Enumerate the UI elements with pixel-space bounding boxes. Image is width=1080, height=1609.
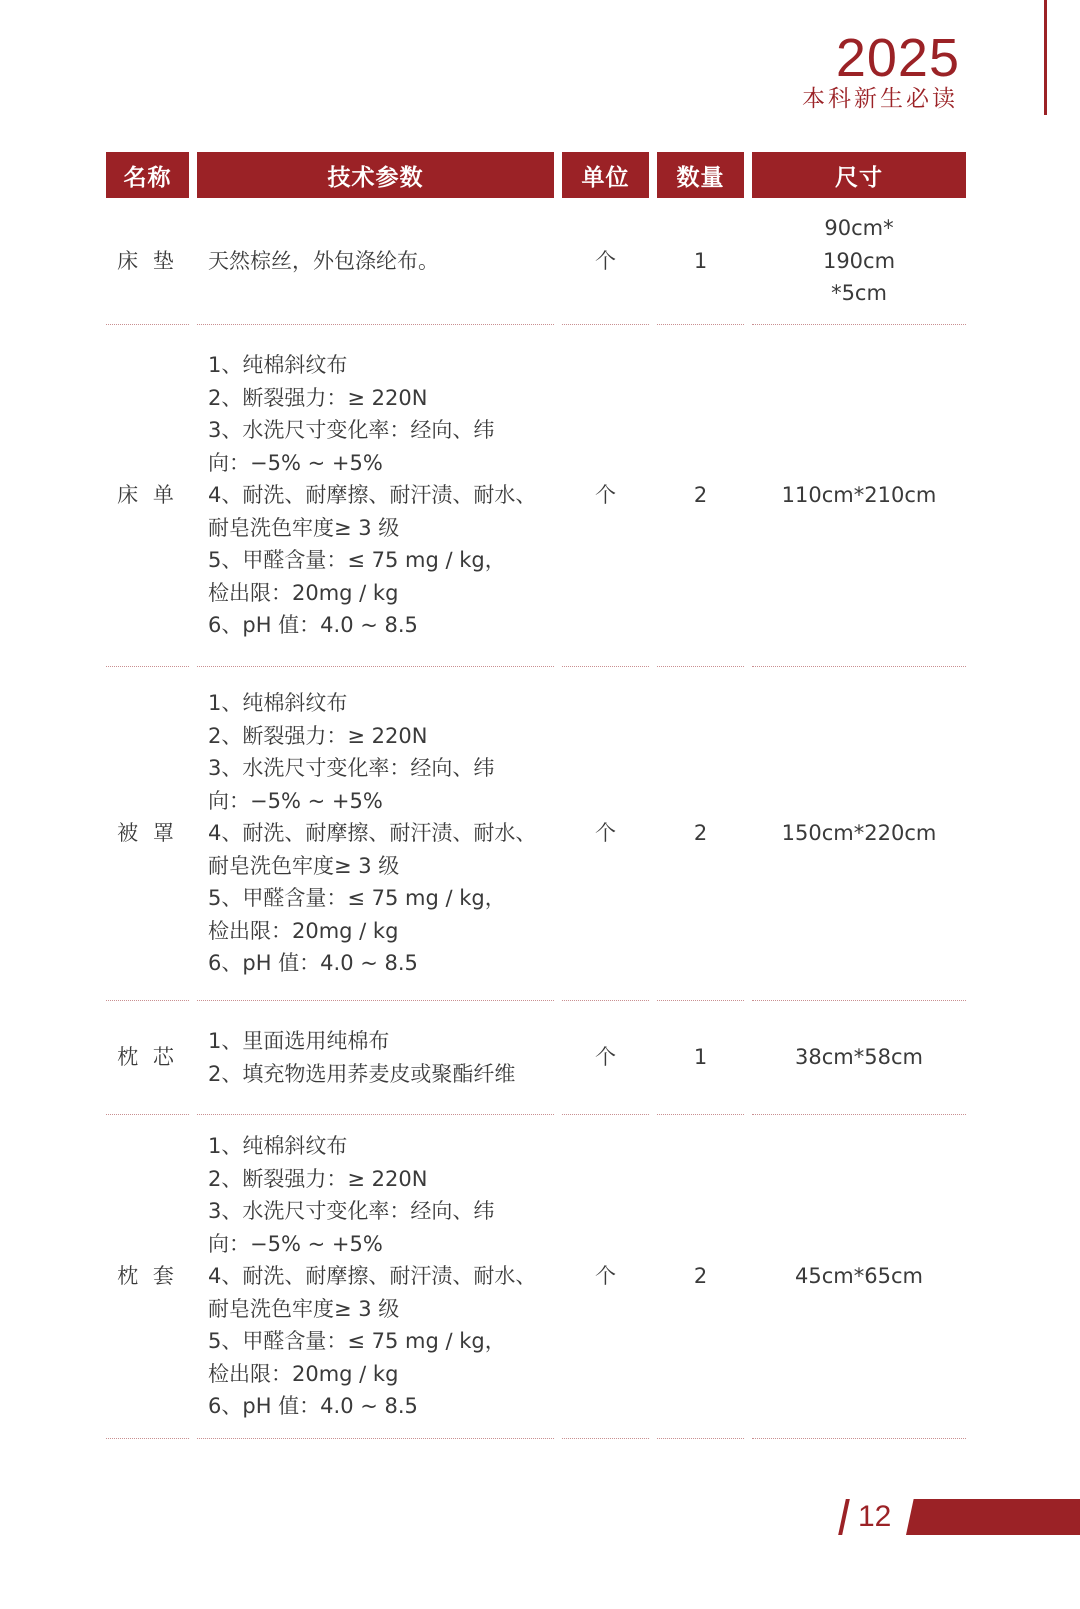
param-line: 1、纯棉斜纹布 — [208, 353, 348, 378]
page-number: 12 — [858, 1500, 892, 1533]
header-accent-bar — [1044, 0, 1047, 115]
size-line: 45cm*65cm — [795, 1264, 923, 1289]
param-line: 3、水洗尺寸变化率：经向、纬 — [208, 1199, 495, 1224]
column-header-unit: 单位 — [562, 152, 649, 198]
item-qty: 1 — [657, 198, 744, 325]
param-line: 6、pH 值：4.0 ~ 8.5 — [208, 951, 418, 976]
size-line: 190cm — [822, 248, 896, 273]
item-unit: 个 — [562, 198, 649, 325]
footer-slash-mark — [838, 1499, 850, 1535]
item-name: 被 罩 — [106, 667, 189, 1001]
item-name: 枕 套 — [106, 1115, 189, 1439]
param-line: 向：−5% ~ +5% — [208, 450, 383, 475]
column-header-qty: 数量 — [657, 152, 744, 198]
item-qty: 2 — [657, 1115, 744, 1439]
item-name: 枕 芯 — [106, 1001, 189, 1115]
param-line: 检出限：20mg ∕ kg — [208, 1361, 399, 1386]
item-size — [752, 1001, 966, 1115]
item-unit: 个 — [562, 667, 649, 1001]
size-line: *5cm — [831, 281, 887, 306]
table-row — [106, 198, 966, 325]
item-name: 床 垫 — [106, 198, 189, 325]
param-line: 2、断裂强力：≥ 220N — [208, 1166, 428, 1191]
column-header-params: 技术参数 — [197, 152, 554, 198]
param-line: 1、纯棉斜纹布 — [208, 691, 348, 716]
item-size — [752, 1115, 966, 1439]
param-line: 1、纯棉斜纹布 — [208, 1134, 348, 1159]
item-unit: 个 — [562, 325, 649, 667]
param-line: 4、耐洗、耐摩擦、耐汗渍、耐水、 — [208, 1264, 537, 1289]
param-line: 天然棕丝，外包涤纶布。 — [208, 248, 439, 273]
table-row — [106, 667, 966, 1001]
param-line: 4、耐洗、耐摩擦、耐汗渍、耐水、 — [208, 821, 537, 846]
param-line: 5、甲醛含量：≤ 75 mg ∕ kg， — [208, 1329, 506, 1354]
bedding-spec-table — [106, 152, 966, 1439]
param-line: 3、水洗尺寸变化率：经向、纬 — [208, 756, 495, 781]
size-line: 110cm*210cm — [781, 483, 937, 508]
footer-accent-bar — [906, 1499, 1080, 1535]
column-header-name: 名称 — [106, 152, 189, 198]
param-line: 耐皂洗色牢度≥ 3 级 — [208, 1296, 400, 1321]
param-line: 耐皂洗色牢度≥ 3 级 — [208, 853, 400, 878]
item-params — [197, 667, 554, 1001]
table-row — [106, 1001, 966, 1115]
size-line: 38cm*58cm — [795, 1045, 923, 1070]
param-line: 1、里面选用纯棉布 — [208, 1029, 390, 1053]
size-line: 90cm* — [824, 216, 894, 241]
item-size — [752, 198, 966, 325]
item-size — [752, 667, 966, 1001]
param-line: 检出限：20mg ∕ kg — [208, 918, 399, 943]
item-size — [752, 325, 966, 667]
header-year: 2025 — [835, 28, 960, 88]
table-header — [106, 152, 966, 198]
item-qty: 2 — [657, 325, 744, 667]
item-params — [197, 1115, 554, 1439]
page-header — [680, 0, 1080, 120]
param-line: 2、断裂强力：≥ 220N — [208, 385, 428, 410]
item-qty: 1 — [657, 1001, 744, 1115]
param-line: 5、甲醛含量：≤ 75 mg ∕ kg， — [208, 886, 506, 911]
param-line: 6、pH 值：4.0 ~ 8.5 — [208, 613, 418, 638]
size-line: 150cm*220cm — [781, 821, 937, 846]
param-line: 向：−5% ~ +5% — [208, 1231, 383, 1256]
table-row — [106, 325, 966, 667]
param-line: 耐皂洗色牢度≥ 3 级 — [208, 515, 400, 540]
param-line: 3、水洗尺寸变化率：经向、纬 — [208, 418, 495, 443]
item-params — [197, 1001, 554, 1115]
param-line: 2、断裂强力：≥ 220N — [208, 723, 428, 748]
item-name: 床 单 — [106, 325, 189, 667]
param-line: 5、甲醛含量：≤ 75 mg ∕ kg， — [208, 548, 506, 573]
param-line: 检出限：20mg ∕ kg — [208, 580, 399, 605]
item-unit: 个 — [562, 1115, 649, 1439]
param-line: 4、耐洗、耐摩擦、耐汗渍、耐水、 — [208, 483, 537, 508]
header-subtitle: 本科新生必读 — [802, 86, 958, 112]
item-unit: 个 — [562, 1001, 649, 1115]
item-qty: 2 — [657, 667, 744, 1001]
column-header-size: 尺寸 — [752, 152, 966, 198]
param-line: 6、pH 值：4.0 ~ 8.5 — [208, 1394, 418, 1419]
table-row — [106, 1115, 966, 1439]
param-line: 向：−5% ~ +5% — [208, 788, 383, 813]
item-params — [197, 325, 554, 667]
param-line: 2、填充物选用荞麦皮或聚酯纤维 — [208, 1061, 516, 1086]
item-params — [197, 198, 554, 325]
